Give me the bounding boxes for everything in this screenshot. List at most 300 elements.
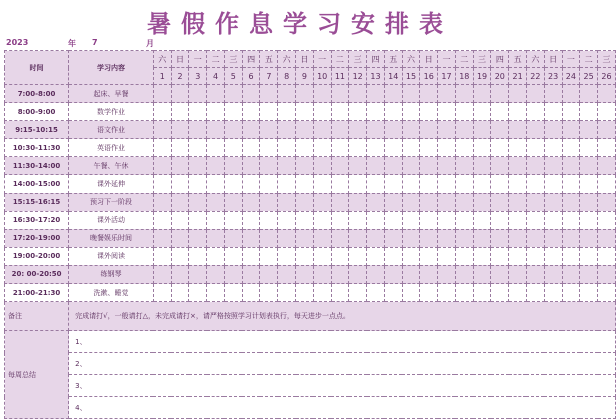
check-cell[interactable] [349, 103, 367, 121]
check-cell[interactable] [278, 175, 296, 193]
check-cell[interactable] [313, 85, 331, 103]
check-cell[interactable] [278, 284, 296, 302]
check-cell[interactable] [367, 193, 385, 211]
check-cell[interactable] [598, 85, 616, 103]
check-cell[interactable] [562, 175, 580, 193]
check-cell[interactable] [598, 139, 616, 157]
check-cell[interactable] [562, 211, 580, 229]
check-cell[interactable] [224, 265, 242, 283]
check-cell[interactable] [242, 175, 260, 193]
check-cell[interactable] [296, 265, 314, 283]
check-cell[interactable] [544, 265, 562, 283]
check-cell[interactable] [349, 157, 367, 175]
check-cell[interactable] [544, 247, 562, 265]
check-cell[interactable] [153, 157, 171, 175]
check-cell[interactable] [224, 139, 242, 157]
check-cell[interactable] [260, 284, 278, 302]
check-cell[interactable] [438, 85, 456, 103]
check-cell[interactable] [420, 157, 438, 175]
check-cell[interactable] [331, 284, 349, 302]
check-cell[interactable] [260, 211, 278, 229]
check-cell[interactable] [420, 139, 438, 157]
check-cell[interactable] [491, 139, 509, 157]
check-cell[interactable] [598, 265, 616, 283]
check-cell[interactable] [153, 193, 171, 211]
check-cell[interactable] [260, 85, 278, 103]
check-cell[interactable] [580, 284, 598, 302]
check-cell[interactable] [562, 121, 580, 139]
check-cell[interactable] [455, 211, 473, 229]
check-cell[interactable] [384, 157, 402, 175]
check-cell[interactable] [207, 229, 225, 247]
check-cell[interactable] [224, 284, 242, 302]
check-cell[interactable] [544, 121, 562, 139]
check-cell[interactable] [278, 121, 296, 139]
check-cell[interactable] [473, 284, 491, 302]
check-cell[interactable] [296, 175, 314, 193]
check-cell[interactable] [278, 157, 296, 175]
check-cell[interactable] [331, 265, 349, 283]
check-cell[interactable] [207, 265, 225, 283]
check-cell[interactable] [224, 247, 242, 265]
check-cell[interactable] [509, 103, 527, 121]
check-cell[interactable] [278, 229, 296, 247]
check-cell[interactable] [509, 193, 527, 211]
summary-line[interactable]: 1、 [69, 331, 616, 353]
check-cell[interactable] [207, 211, 225, 229]
check-cell[interactable] [402, 193, 420, 211]
check-cell[interactable] [473, 139, 491, 157]
check-cell[interactable] [491, 229, 509, 247]
check-cell[interactable] [242, 139, 260, 157]
check-cell[interactable] [207, 247, 225, 265]
check-cell[interactable] [491, 85, 509, 103]
check-cell[interactable] [296, 103, 314, 121]
check-cell[interactable] [260, 175, 278, 193]
check-cell[interactable] [153, 175, 171, 193]
check-cell[interactable] [349, 85, 367, 103]
check-cell[interactable] [491, 284, 509, 302]
check-cell[interactable] [313, 121, 331, 139]
check-cell[interactable] [491, 103, 509, 121]
check-cell[interactable] [544, 193, 562, 211]
check-cell[interactable] [313, 193, 331, 211]
check-cell[interactable] [562, 193, 580, 211]
check-cell[interactable] [260, 103, 278, 121]
check-cell[interactable] [189, 121, 207, 139]
check-cell[interactable] [473, 265, 491, 283]
check-cell[interactable] [509, 284, 527, 302]
check-cell[interactable] [491, 157, 509, 175]
check-cell[interactable] [242, 121, 260, 139]
check-cell[interactable] [473, 193, 491, 211]
check-cell[interactable] [455, 193, 473, 211]
check-cell[interactable] [384, 121, 402, 139]
check-cell[interactable] [313, 103, 331, 121]
check-cell[interactable] [526, 157, 544, 175]
check-cell[interactable] [384, 211, 402, 229]
check-cell[interactable] [171, 265, 189, 283]
check-cell[interactable] [562, 284, 580, 302]
check-cell[interactable] [420, 265, 438, 283]
check-cell[interactable] [509, 229, 527, 247]
check-cell[interactable] [313, 284, 331, 302]
check-cell[interactable] [331, 211, 349, 229]
check-cell[interactable] [349, 193, 367, 211]
check-cell[interactable] [367, 157, 385, 175]
check-cell[interactable] [526, 265, 544, 283]
check-cell[interactable] [207, 121, 225, 139]
check-cell[interactable] [455, 157, 473, 175]
check-cell[interactable] [438, 121, 456, 139]
check-cell[interactable] [526, 175, 544, 193]
check-cell[interactable] [509, 157, 527, 175]
check-cell[interactable] [349, 265, 367, 283]
check-cell[interactable] [171, 211, 189, 229]
check-cell[interactable] [580, 139, 598, 157]
check-cell[interactable] [438, 211, 456, 229]
check-cell[interactable] [207, 284, 225, 302]
check-cell[interactable] [384, 247, 402, 265]
check-cell[interactable] [296, 193, 314, 211]
check-cell[interactable] [260, 193, 278, 211]
check-cell[interactable] [296, 247, 314, 265]
check-cell[interactable] [171, 247, 189, 265]
check-cell[interactable] [296, 284, 314, 302]
check-cell[interactable] [189, 85, 207, 103]
check-cell[interactable] [367, 265, 385, 283]
check-cell[interactable] [224, 85, 242, 103]
check-cell[interactable] [509, 139, 527, 157]
check-cell[interactable] [153, 265, 171, 283]
check-cell[interactable] [580, 265, 598, 283]
check-cell[interactable] [580, 175, 598, 193]
check-cell[interactable] [313, 139, 331, 157]
check-cell[interactable] [296, 157, 314, 175]
check-cell[interactable] [367, 175, 385, 193]
check-cell[interactable] [153, 103, 171, 121]
check-cell[interactable] [473, 157, 491, 175]
check-cell[interactable] [313, 211, 331, 229]
check-cell[interactable] [473, 103, 491, 121]
check-cell[interactable] [544, 284, 562, 302]
check-cell[interactable] [242, 229, 260, 247]
check-cell[interactable] [384, 85, 402, 103]
check-cell[interactable] [562, 103, 580, 121]
check-cell[interactable] [438, 229, 456, 247]
check-cell[interactable] [242, 265, 260, 283]
check-cell[interactable] [331, 157, 349, 175]
check-cell[interactable] [171, 284, 189, 302]
check-cell[interactable] [189, 175, 207, 193]
check-cell[interactable] [171, 193, 189, 211]
check-cell[interactable] [544, 103, 562, 121]
check-cell[interactable] [384, 175, 402, 193]
check-cell[interactable] [580, 121, 598, 139]
check-cell[interactable] [189, 157, 207, 175]
check-cell[interactable] [207, 139, 225, 157]
check-cell[interactable] [367, 284, 385, 302]
check-cell[interactable] [438, 247, 456, 265]
check-cell[interactable] [509, 85, 527, 103]
check-cell[interactable] [224, 229, 242, 247]
check-cell[interactable] [491, 247, 509, 265]
check-cell[interactable] [171, 85, 189, 103]
check-cell[interactable] [242, 157, 260, 175]
check-cell[interactable] [153, 121, 171, 139]
check-cell[interactable] [473, 247, 491, 265]
check-cell[interactable] [278, 211, 296, 229]
check-cell[interactable] [526, 211, 544, 229]
check-cell[interactable] [242, 103, 260, 121]
check-cell[interactable] [331, 175, 349, 193]
check-cell[interactable] [384, 284, 402, 302]
check-cell[interactable] [224, 175, 242, 193]
check-cell[interactable] [367, 211, 385, 229]
check-cell[interactable] [544, 157, 562, 175]
check-cell[interactable] [544, 229, 562, 247]
check-cell[interactable] [580, 193, 598, 211]
check-cell[interactable] [171, 157, 189, 175]
check-cell[interactable] [491, 193, 509, 211]
check-cell[interactable] [402, 175, 420, 193]
check-cell[interactable] [189, 284, 207, 302]
summary-line[interactable]: 4、 [69, 397, 616, 419]
check-cell[interactable] [580, 85, 598, 103]
check-cell[interactable] [331, 121, 349, 139]
check-cell[interactable] [598, 121, 616, 139]
check-cell[interactable] [278, 139, 296, 157]
check-cell[interactable] [207, 157, 225, 175]
check-cell[interactable] [367, 139, 385, 157]
check-cell[interactable] [331, 193, 349, 211]
check-cell[interactable] [153, 211, 171, 229]
check-cell[interactable] [438, 139, 456, 157]
check-cell[interactable] [420, 211, 438, 229]
check-cell[interactable] [402, 265, 420, 283]
check-cell[interactable] [349, 284, 367, 302]
check-cell[interactable] [455, 284, 473, 302]
check-cell[interactable] [384, 229, 402, 247]
check-cell[interactable] [313, 157, 331, 175]
check-cell[interactable] [420, 247, 438, 265]
check-cell[interactable] [260, 247, 278, 265]
check-cell[interactable] [260, 139, 278, 157]
check-cell[interactable] [491, 211, 509, 229]
check-cell[interactable] [224, 121, 242, 139]
check-cell[interactable] [278, 193, 296, 211]
check-cell[interactable] [598, 175, 616, 193]
check-cell[interactable] [349, 175, 367, 193]
check-cell[interactable] [544, 211, 562, 229]
check-cell[interactable] [207, 193, 225, 211]
check-cell[interactable] [455, 229, 473, 247]
check-cell[interactable] [420, 229, 438, 247]
check-cell[interactable] [402, 211, 420, 229]
check-cell[interactable] [544, 175, 562, 193]
check-cell[interactable] [580, 229, 598, 247]
check-cell[interactable] [349, 229, 367, 247]
check-cell[interactable] [473, 175, 491, 193]
check-cell[interactable] [420, 193, 438, 211]
check-cell[interactable] [455, 139, 473, 157]
check-cell[interactable] [331, 139, 349, 157]
check-cell[interactable] [402, 121, 420, 139]
check-cell[interactable] [420, 103, 438, 121]
check-cell[interactable] [313, 175, 331, 193]
check-cell[interactable] [153, 85, 171, 103]
check-cell[interactable] [438, 284, 456, 302]
check-cell[interactable] [367, 229, 385, 247]
check-cell[interactable] [207, 175, 225, 193]
check-cell[interactable] [331, 229, 349, 247]
summary-line[interactable]: 2、 [69, 353, 616, 375]
check-cell[interactable] [278, 103, 296, 121]
check-cell[interactable] [242, 247, 260, 265]
check-cell[interactable] [598, 247, 616, 265]
check-cell[interactable] [349, 139, 367, 157]
check-cell[interactable] [260, 229, 278, 247]
check-cell[interactable] [438, 103, 456, 121]
check-cell[interactable] [171, 121, 189, 139]
check-cell[interactable] [598, 284, 616, 302]
check-cell[interactable] [580, 247, 598, 265]
check-cell[interactable] [367, 121, 385, 139]
check-cell[interactable] [367, 247, 385, 265]
check-cell[interactable] [562, 229, 580, 247]
check-cell[interactable] [278, 247, 296, 265]
check-cell[interactable] [313, 247, 331, 265]
check-cell[interactable] [598, 211, 616, 229]
check-cell[interactable] [296, 85, 314, 103]
check-cell[interactable] [509, 211, 527, 229]
check-cell[interactable] [455, 265, 473, 283]
check-cell[interactable] [349, 211, 367, 229]
check-cell[interactable] [171, 103, 189, 121]
check-cell[interactable] [278, 85, 296, 103]
check-cell[interactable] [455, 85, 473, 103]
check-cell[interactable] [526, 85, 544, 103]
check-cell[interactable] [313, 229, 331, 247]
check-cell[interactable] [224, 157, 242, 175]
check-cell[interactable] [402, 139, 420, 157]
check-cell[interactable] [171, 229, 189, 247]
check-cell[interactable] [331, 85, 349, 103]
check-cell[interactable] [491, 121, 509, 139]
check-cell[interactable] [189, 193, 207, 211]
check-cell[interactable] [153, 247, 171, 265]
check-cell[interactable] [580, 211, 598, 229]
check-cell[interactable] [438, 175, 456, 193]
check-cell[interactable] [473, 211, 491, 229]
check-cell[interactable] [598, 193, 616, 211]
check-cell[interactable] [402, 85, 420, 103]
check-cell[interactable] [544, 139, 562, 157]
check-cell[interactable] [526, 229, 544, 247]
check-cell[interactable] [420, 175, 438, 193]
check-cell[interactable] [509, 121, 527, 139]
check-cell[interactable] [224, 211, 242, 229]
check-cell[interactable] [438, 265, 456, 283]
check-cell[interactable] [367, 103, 385, 121]
check-cell[interactable] [402, 157, 420, 175]
check-cell[interactable] [438, 193, 456, 211]
check-cell[interactable] [420, 121, 438, 139]
check-cell[interactable] [242, 193, 260, 211]
check-cell[interactable] [153, 139, 171, 157]
check-cell[interactable] [455, 247, 473, 265]
check-cell[interactable] [455, 121, 473, 139]
check-cell[interactable] [349, 121, 367, 139]
check-cell[interactable] [296, 229, 314, 247]
check-cell[interactable] [473, 229, 491, 247]
check-cell[interactable] [562, 265, 580, 283]
check-cell[interactable] [153, 284, 171, 302]
check-cell[interactable] [509, 265, 527, 283]
check-cell[interactable] [189, 265, 207, 283]
check-cell[interactable] [473, 121, 491, 139]
check-cell[interactable] [562, 85, 580, 103]
check-cell[interactable] [438, 157, 456, 175]
check-cell[interactable] [260, 157, 278, 175]
check-cell[interactable] [562, 247, 580, 265]
check-cell[interactable] [296, 121, 314, 139]
check-cell[interactable] [402, 284, 420, 302]
check-cell[interactable] [420, 85, 438, 103]
check-cell[interactable] [562, 157, 580, 175]
check-cell[interactable] [296, 211, 314, 229]
check-cell[interactable] [562, 139, 580, 157]
check-cell[interactable] [224, 103, 242, 121]
check-cell[interactable] [384, 265, 402, 283]
check-cell[interactable] [189, 247, 207, 265]
check-cell[interactable] [491, 265, 509, 283]
check-cell[interactable] [278, 265, 296, 283]
check-cell[interactable] [153, 229, 171, 247]
check-cell[interactable] [189, 103, 207, 121]
check-cell[interactable] [171, 175, 189, 193]
check-cell[interactable] [207, 103, 225, 121]
check-cell[interactable] [260, 265, 278, 283]
check-cell[interactable] [242, 85, 260, 103]
check-cell[interactable] [526, 139, 544, 157]
check-cell[interactable] [402, 229, 420, 247]
check-cell[interactable] [402, 247, 420, 265]
check-cell[interactable] [420, 284, 438, 302]
check-cell[interactable] [509, 175, 527, 193]
check-cell[interactable] [207, 85, 225, 103]
check-cell[interactable] [384, 139, 402, 157]
check-cell[interactable] [242, 211, 260, 229]
check-cell[interactable] [189, 139, 207, 157]
check-cell[interactable] [260, 121, 278, 139]
check-cell[interactable] [526, 247, 544, 265]
check-cell[interactable] [331, 247, 349, 265]
check-cell[interactable] [580, 157, 598, 175]
check-cell[interactable] [509, 247, 527, 265]
check-cell[interactable] [598, 229, 616, 247]
check-cell[interactable] [224, 193, 242, 211]
check-cell[interactable] [526, 103, 544, 121]
check-cell[interactable] [473, 85, 491, 103]
check-cell[interactable] [384, 103, 402, 121]
check-cell[interactable] [189, 211, 207, 229]
check-cell[interactable] [349, 247, 367, 265]
summary-line[interactable]: 3、 [69, 375, 616, 397]
check-cell[interactable] [313, 265, 331, 283]
check-cell[interactable] [455, 175, 473, 193]
check-cell[interactable] [544, 85, 562, 103]
